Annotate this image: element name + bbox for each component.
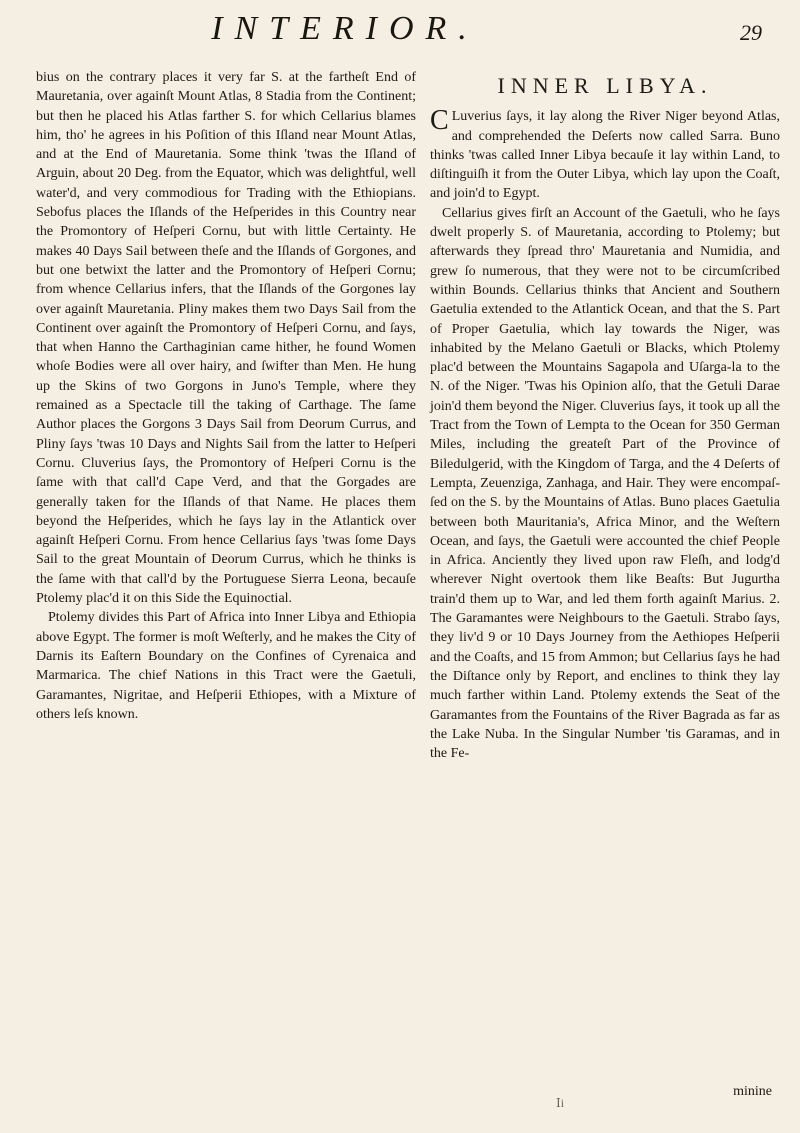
drop-cap: C: [430, 105, 449, 137]
right-paragraph-1: [430, 107, 780, 203]
catchword: minine: [733, 1084, 772, 1099]
right-column: [430, 73, 780, 763]
signature-mark: Ⅰi: [556, 1096, 565, 1110]
left-paragraph-2: Ptolemy divides this Part of Africa into Inner Libya and Ethiopia above Egypt. The former is moſt Weſterly, and he makes the City of Darnis its Eaſtern Boundary on the Confines of Cyrenaica and Marmarica. The chief Nations in this Tract were the Gaetuli, Garamantes, Nigritae, and Heſperii Ethiopes, with a Mixture of others leſs known.: [36, 610, 416, 722]
section-heading: INNER LIBYA.: [497, 73, 713, 98]
running-head: INTERIOR.: [211, 10, 479, 47]
page-number: 29: [740, 20, 762, 45]
right-paragraph-1-text: Luverius ſays, it lay along the River Niger beyond Atlas, and comprehended the Deſerts now called Sarra. Buno thinks 'twas called Inner Libya becauſe it lay within Land, to diſtinguiſh it from the Outer Libya, which lay upon the Coaſt, and join'd to Egypt.: [430, 109, 780, 202]
left-column: [36, 68, 416, 724]
left-paragraph-1: bius on the contrary places it very far S. at the fartheſt End of Mauretania, over againſt Mount Atlas, 8 Stadia from the Continent; but then he placed his Atlas farther S. for which Cellarius blames him, tho' he agrees in his Poſition of this Iſland near Mount Atlas, and at the End of Mauretania. Some think 'twas the Iſland of Arguin, about 20 Deg. from the Equator, which was delightful, well water'd, and very commodious for Trading with the Ethiopians. Sebofus places the Iſlands of the Heſperides in this Country near the Promontory of Heſperi Cornu, but with little Certainty. He makes 40 Days Sail between theſe and the Iſlands of Gorgones, and but one betwixt the latter and the Promontory of Heſperi Cornu; from whence Cellarius infers, that the Iſlands of the Gorgones lay over againſt Mauretania. Pliny makes them two Days Sail from the Continent over againſt the Promontory of Heſperi Cornu, and ſays, that when Hanno the Carthaginian came hither, he found Women whoſe Bodies were all over hairy, and ſwifter than Men. He hung up the Skins of two Gorgons in Juno's Temple, where they remained as a Spectacle till the taking of Carthage. The ſame Author places the Gorgons 3 Days Sail from Deorum Currus, and Pliny ſays 'twas 10 Days and Nights Sail from the latter to Heſperi Cornu. Cluverius ſays, the Promontory of Heſperi Cornu is the ſame with that call'd Cape Verd, and that the Gorgades are generally taken for the Iſlands of that Name. He places them beyond the Heſperides, which he ſays lay in the Atlantick over againſt Heſperi Cornu. From hence Cellarius ſays 'twas ſome Days Sail to the great Mountain of Deorum Currus, which he thinks is the ſame with that call'd by the Portuguese Sierra Leona, becauſe Ptolemy plac'd it on this Side the Equinoctial.: [36, 70, 416, 607]
right-paragraph-2: Cellarius gives firſt an Account of the Gaetuli, who he ſays dwelt properly S. of Mauretania, according to Ptolemy; but afterwards they ſpread thro' Mauretania and Numidia, and grew ſo numerous, that they were not to be circumſcribed within Bounds. Cellarius thinks that Ancient and Southern Gaetulia extended to the Atlantick Ocean, and that the S. Part of Proper Gaetulia, which lay towards the Niger, was inhabited by the Melano Gaetuli or Blacks, which Ptolemy plac'd between the Mountains Sagapola and Uſarga-la to the N. of the Niger. 'Twas his Opinion alſo, that the Getuli Darae join'd them beyond the Niger. Cluverius ſays, it took up all the Tract from the Town of Lempta to the Ocean for 350 German Miles, including the greateſt Part of the Province of Biledulgerid, with the Kingdom of Targa, and the 4 Deſerts of Lempta, Zeuenziga, Zanhaga, and Hair. They were encompaſ-ſed on the S. by the Mountains of Atlas. Buno places Gaetulia between both Mauritania's, Africa Minor, and the Weſtern Ocean, and ſays, the Gaetuli were accounted the chief People in Africa. Anciently they lived upon raw Fleſh, and lodg'd wherever Night overtook them like Beaſts: But Jugurtha train'd them up to War, and led them forth againſt Marius. 2. The Garamantes were Neighbours to the Gaetuli. Strabo ſays, they liv'd 9 or 10 Days Journey from the Aethiopes Heſperii and the Coaſts, and 15 from Ammon; but Cellarius ſays he had the Diſtance only by Report, and enclines to think they lay much farther within Land. Ptolemy extends the Seat of the Garamantes from the Fountains of the River Bagrada as far as the Lake Nuba. In the Singular Number 'tis Garamas, and in the Fe-: [430, 205, 780, 762]
